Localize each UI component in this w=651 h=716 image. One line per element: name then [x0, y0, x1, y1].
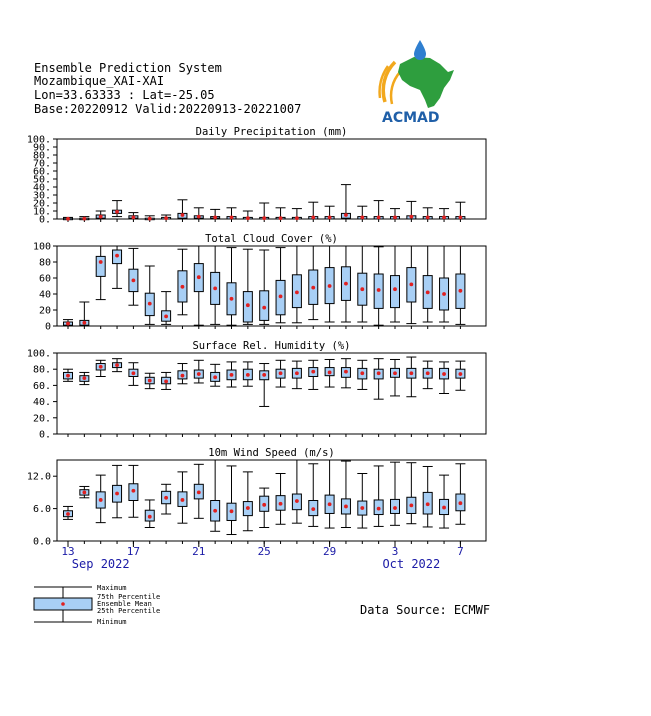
box-2022-10-07: [455, 361, 465, 390]
mean-dot: [344, 370, 348, 374]
header-station: Mozambique_XAI-XAI: [34, 74, 165, 88]
box-2022-10-07: [455, 202, 465, 219]
box-2022-09-28: [308, 360, 318, 389]
mean-dot: [132, 216, 136, 220]
box-2022-09-23: [227, 208, 237, 220]
mean-dot: [164, 496, 168, 500]
x-tick-label: 17: [126, 545, 141, 558]
box-2022-09-27: [292, 460, 302, 523]
mean-dot: [246, 216, 250, 220]
box-2022-09-13: [63, 506, 73, 519]
mean-dot: [164, 315, 168, 319]
mean-dot: [377, 288, 381, 292]
box-2022-09-23: [227, 248, 237, 326]
mean-dot: [279, 502, 283, 506]
box-2022-10-02: [374, 247, 384, 325]
y-tick-label: 0: [44, 321, 51, 333]
mean-dot: [181, 374, 185, 378]
panel-title: Total Cloud Cover (%): [205, 233, 338, 245]
box-2022-09-14: [79, 217, 89, 221]
box-2022-09-21: [194, 208, 204, 219]
mean-dot: [344, 505, 348, 509]
mean-dot: [279, 295, 283, 299]
y-tick-label: 60: [38, 273, 51, 285]
y-tick-label: 60.: [32, 380, 51, 392]
y-tick-label: 100.: [26, 134, 51, 146]
box-2022-09-24: [243, 211, 253, 220]
box-2022-09-21: [194, 464, 204, 518]
box-2022-09-20: [177, 472, 187, 523]
x-month-label: Sep 2022: [71, 557, 130, 571]
box-2022-09-27: [292, 246, 302, 323]
box-2022-09-18: [145, 266, 155, 324]
mean-dot: [115, 210, 119, 214]
box-2022-09-24: [243, 249, 253, 324]
mean-dot: [181, 213, 185, 217]
mean-dot: [115, 492, 119, 496]
box-2022-09-15: [96, 360, 106, 376]
y-tick-label: 30.: [32, 190, 51, 202]
legend-mean: Ensemble Mean: [97, 600, 152, 608]
mean-dot: [99, 215, 103, 219]
x-month-label: Oct 2022: [382, 557, 441, 571]
mean-dot: [164, 379, 168, 383]
panel-1: [27, 126, 486, 226]
mean-dot: [148, 379, 152, 383]
x-tick-label: 25: [257, 545, 271, 558]
box-2022-09-28: [308, 202, 318, 219]
box-2022-09-13: [63, 217, 73, 221]
legend: [34, 584, 160, 626]
box-2022-09-22: [210, 364, 220, 386]
box-2022-10-01: [357, 206, 367, 219]
mean-dot: [377, 371, 381, 375]
x-tick-label: 3: [391, 545, 399, 558]
box-2022-09-16: [112, 359, 122, 372]
mean-dot: [459, 501, 463, 505]
box-2022-10-07: [455, 246, 465, 324]
box-2022-09-25: [259, 250, 269, 324]
box-2022-09-19: [161, 215, 171, 220]
y-tick-label: 80.: [32, 364, 51, 376]
mean-dot: [377, 507, 381, 511]
mean-dot: [246, 303, 250, 307]
mean-dot: [328, 216, 332, 220]
box-2022-09-30: [341, 461, 351, 527]
mean-dot: [279, 371, 283, 375]
box-2022-09-14: [79, 372, 89, 384]
mean-dot: [459, 216, 463, 220]
y-tick-label: 100: [32, 241, 51, 253]
mean-dot: [328, 371, 332, 375]
mean-dot: [82, 321, 86, 325]
box-2022-10-05: [423, 208, 433, 220]
mean-dot: [246, 373, 250, 377]
mean-dot: [295, 216, 299, 220]
box-2022-09-20: [177, 200, 187, 219]
mean-dot: [132, 279, 136, 283]
box-2022-09-26: [276, 360, 286, 387]
box-2022-09-24: [243, 362, 253, 386]
box-2022-09-15: [96, 475, 106, 523]
mean-dot: [328, 502, 332, 506]
box-2022-09-20: [177, 364, 187, 384]
y-tick-label: 20.: [32, 198, 51, 210]
box-2022-09-27: [292, 361, 302, 389]
mean-dot: [426, 291, 430, 295]
box-2022-09-24: [243, 472, 253, 531]
box-2022-09-17: [128, 363, 138, 386]
mean-dot: [181, 285, 185, 289]
box-2022-10-07: [455, 464, 465, 524]
box-2022-09-14: [79, 302, 89, 326]
box-2022-10-02: [374, 466, 384, 526]
box-2022-10-06: [439, 362, 449, 394]
box-2022-09-13: [63, 320, 73, 326]
y-tick-label: 6.0: [32, 504, 51, 516]
box-2022-09-13: [63, 369, 73, 381]
box-2022-10-06: [439, 475, 449, 528]
box-2022-09-21: [194, 246, 204, 325]
box-2022-09-25: [259, 364, 269, 407]
legend-75th: 75th Percentile: [97, 593, 161, 601]
mean-dot: [459, 372, 463, 376]
panel-3: [27, 340, 486, 441]
box-2022-09-19: [161, 372, 171, 389]
box-2022-09-16: [112, 465, 122, 517]
panel-title: Surface Rel. Humidity (%): [192, 340, 351, 352]
mean-dot: [344, 213, 348, 217]
header-title: Ensemble Prediction System: [34, 61, 222, 75]
mean-dot: [66, 322, 70, 326]
box-2022-09-20: [177, 249, 187, 315]
x-tick-label: 13: [61, 545, 75, 558]
header-coordinates: Lon=33.63333 : Lat=-25.05: [34, 88, 215, 102]
box-2022-10-04: [406, 357, 416, 397]
box-2022-09-22: [210, 246, 220, 324]
box-2022-09-25: [259, 203, 269, 220]
mean-dot: [66, 217, 70, 221]
box-2022-10-01: [357, 360, 367, 389]
mean-dot: [99, 365, 103, 369]
mean-dot: [115, 363, 119, 367]
y-tick-label: 50.: [32, 174, 51, 186]
box-2022-09-18: [145, 500, 155, 528]
y-tick-label: 20: [38, 305, 51, 317]
box-2022-09-23: [227, 466, 237, 535]
mean-dot: [426, 502, 430, 506]
iqr-box: [96, 256, 105, 276]
iqr-box: [260, 291, 269, 321]
legend-maximum: Maximum: [97, 584, 127, 592]
mean-dot: [442, 372, 446, 376]
panel-title: 10m Wind Speed (m/s): [208, 447, 335, 459]
africa-map-icon: [398, 57, 454, 108]
box-2022-09-22: [210, 209, 220, 219]
box-2022-09-19: [161, 484, 171, 514]
data-source: Data Source: ECMWF: [360, 603, 491, 617]
mean-dot: [328, 284, 332, 288]
mean-dot: [181, 498, 185, 502]
panel-frame: [57, 139, 486, 219]
x-tick-label: 21: [192, 545, 206, 558]
mean-dot: [393, 371, 397, 375]
y-tick-label: 100.: [26, 348, 51, 360]
y-tick-label: 0.0: [32, 536, 51, 548]
y-tick-label: 90.: [32, 142, 51, 154]
acmad-logo: [380, 40, 454, 126]
box-2022-09-29: [325, 460, 335, 528]
box-2022-09-30: [341, 359, 351, 388]
mean-dot: [393, 287, 397, 291]
mean-dot: [230, 216, 234, 220]
mean-dot: [393, 506, 397, 510]
mean-dot: [230, 373, 234, 377]
mean-dot: [197, 372, 201, 376]
box-2022-10-02: [374, 359, 384, 400]
y-tick-label: 40.: [32, 182, 51, 194]
mean-dot: [115, 254, 119, 258]
mean-dot: [295, 499, 299, 503]
box-2022-09-18: [145, 216, 155, 221]
y-tick-label: 0.: [38, 214, 51, 226]
mean-dot: [360, 216, 364, 220]
mean-dot: [262, 373, 266, 377]
mean-dot: [66, 512, 70, 516]
mean-dot: [197, 215, 201, 219]
y-tick-label: 12.0: [26, 471, 51, 483]
box-2022-09-19: [161, 292, 171, 325]
y-tick-label: 80: [38, 257, 51, 269]
mean-dot: [409, 371, 413, 375]
panel-title: Daily Precipitation (mm): [195, 126, 348, 138]
box-2022-10-04: [406, 246, 416, 324]
logo-text: ACMAD: [382, 110, 440, 126]
box-2022-09-26: [276, 474, 286, 525]
box-2022-10-05: [423, 361, 433, 389]
header-dates: Base:20220912 Valid:20220913-20221007: [34, 102, 302, 116]
mean-dot: [360, 371, 364, 375]
mean-dot: [230, 297, 234, 301]
mean-dot: [230, 509, 234, 513]
panel-4: [27, 447, 486, 548]
mean-dot: [360, 506, 364, 510]
mean-dot: [426, 216, 430, 220]
box-2022-09-15: [96, 246, 106, 300]
mean-dot: [409, 283, 413, 287]
box-2022-09-15: [96, 211, 106, 219]
box-2022-09-17: [128, 248, 138, 305]
mean-dot: [295, 371, 299, 375]
box-2022-10-04: [406, 463, 416, 524]
x-tick-label: 29: [322, 545, 337, 558]
y-tick-label: 0.: [38, 429, 51, 441]
y-tick-label: 20.: [32, 413, 51, 425]
box-2022-09-28: [308, 246, 318, 320]
mean-dot: [132, 371, 136, 375]
mean-dot: [377, 216, 381, 220]
box-2022-09-14: [79, 486, 89, 497]
mean-dot: [66, 374, 70, 378]
mean-dot: [344, 282, 348, 286]
box-2022-10-03: [390, 209, 400, 220]
box-2022-10-01: [357, 474, 367, 529]
box-2022-09-16: [112, 201, 122, 217]
mean-dot: [442, 506, 446, 510]
mean-dot: [311, 216, 315, 220]
mean-dot: [213, 509, 217, 513]
box-2022-10-02: [374, 201, 384, 220]
y-tick-label: 60.: [32, 166, 51, 178]
y-tick-label: 70.: [32, 158, 51, 170]
mean-dot: [82, 217, 86, 221]
mean-dot: [213, 287, 217, 291]
box-2022-10-04: [406, 201, 416, 219]
box-2022-10-03: [390, 359, 400, 395]
mean-dot: [459, 289, 463, 293]
mean-dot: [311, 507, 315, 511]
mean-dot: [164, 216, 168, 220]
mean-dot: [148, 515, 152, 519]
mean-dot: [311, 370, 315, 374]
mean-dot: [360, 287, 364, 291]
mean-dot: [213, 375, 217, 379]
sun-rays-icon: [380, 62, 400, 104]
box-2022-09-18: [145, 373, 155, 388]
mean-dot: [197, 491, 201, 495]
box-2022-09-17: [128, 465, 138, 517]
mean-dot: [295, 291, 299, 295]
mean-dot: [279, 216, 283, 220]
mean-dot: [148, 217, 152, 221]
legend-minimum: Minimum: [97, 618, 127, 626]
mean-dot: [409, 503, 413, 507]
mean-dot: [148, 302, 152, 306]
x-tick-label: 7: [457, 545, 464, 558]
mean-dot: [197, 275, 201, 279]
box-2022-09-22: [210, 460, 220, 531]
water-drop-icon: [414, 40, 426, 60]
panel-2: [33, 233, 486, 333]
mean-dot: [409, 215, 413, 219]
box-2022-09-27: [292, 209, 302, 221]
legend-mean-dot: [61, 602, 65, 606]
mean-dot: [82, 376, 86, 380]
mean-dot: [262, 216, 266, 220]
box-2022-09-30: [341, 246, 351, 322]
y-tick-label: 10.: [32, 206, 51, 218]
mean-dot: [213, 216, 217, 220]
mean-dot: [99, 260, 103, 264]
mean-dot: [393, 216, 397, 220]
box-2022-09-26: [276, 208, 286, 220]
box-2022-09-29: [325, 246, 335, 322]
box-2022-09-29: [325, 206, 335, 219]
box-2022-09-26: [276, 248, 286, 323]
box-2022-09-16: [112, 246, 122, 288]
iqr-box: [391, 276, 400, 308]
box-2022-09-29: [325, 359, 335, 387]
mean-dot: [442, 216, 446, 220]
box-2022-10-05: [423, 466, 433, 526]
mean-dot: [262, 306, 266, 310]
box-2022-09-28: [308, 464, 318, 527]
box-2022-10-05: [423, 246, 433, 322]
box-2022-09-23: [227, 362, 237, 387]
mean-dot: [99, 498, 103, 502]
box-2022-09-17: [128, 213, 138, 220]
legend-25th: 25th Percentile: [97, 607, 161, 615]
box-2022-09-21: [194, 360, 204, 383]
box-2022-10-06: [439, 209, 449, 220]
mean-dot: [132, 489, 136, 493]
box-2022-10-06: [439, 246, 449, 322]
y-tick-label: 40: [38, 289, 51, 301]
box-2022-09-30: [341, 185, 351, 219]
box-2022-10-03: [390, 462, 400, 525]
mean-dot: [262, 503, 266, 507]
mean-dot: [311, 286, 315, 290]
box-2022-10-01: [357, 246, 367, 322]
box-2022-10-03: [390, 246, 400, 322]
box-2022-09-25: [259, 488, 269, 527]
mean-dot: [246, 506, 250, 510]
mean-dot: [82, 491, 86, 495]
y-tick-label: 40.: [32, 397, 51, 409]
mean-dot: [426, 371, 430, 375]
mean-dot: [442, 292, 446, 296]
y-tick-label: 80.: [32, 150, 51, 162]
